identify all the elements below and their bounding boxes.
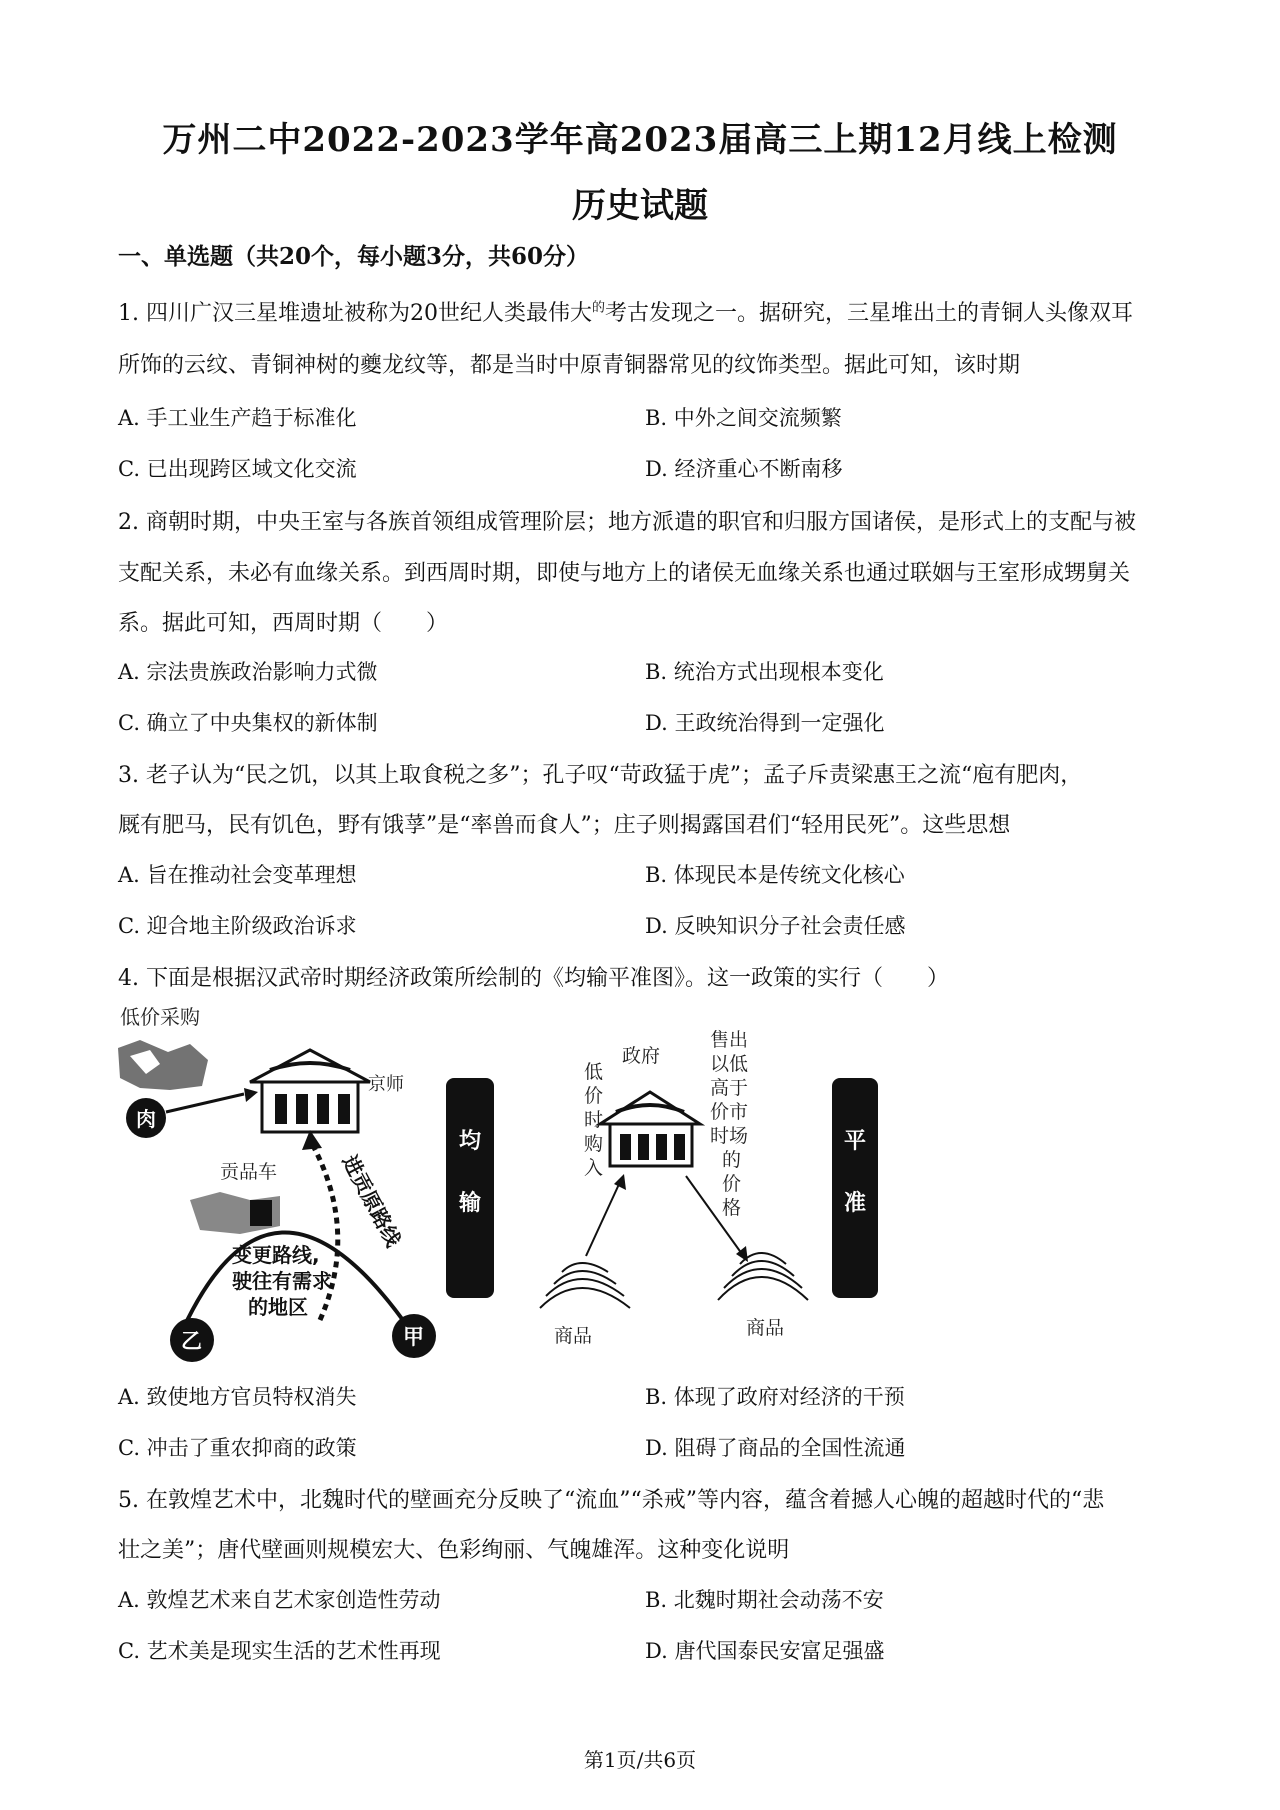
- tribute-cart-label: 贡品车: [220, 1161, 278, 1183]
- q2-option-d[interactable]: D. 王政统治得到一定强化: [645, 711, 885, 735]
- svg-text:输: 输: [459, 1191, 482, 1216]
- svg-text:售出: 售出: [710, 1029, 749, 1051]
- capital-building-icon: [250, 1050, 370, 1132]
- q4-option-d[interactable]: D. 阻碍了商品的全国性流通: [645, 1436, 906, 1460]
- q3-option-d[interactable]: D. 反映知识分子社会责任感: [645, 914, 906, 938]
- q2-stem-line3: 系。据此可知，西周时期（ ）: [118, 611, 449, 636]
- government-label: 政府: [622, 1045, 661, 1067]
- q5-option-d[interactable]: D. 唐代国泰民安富足强盛: [645, 1639, 885, 1663]
- change-route-label-1: 变更路线,: [232, 1243, 320, 1267]
- q3-stem-line2: 厩有肥马，民有饥色，野有饿莩”是“率兽而食人”；庄子则揭露国君们“轻用民死”。这些思想: [118, 813, 1011, 838]
- svg-text:入: 入: [584, 1157, 604, 1179]
- svg-text:格: 格: [722, 1197, 742, 1219]
- goods-label-left: 商品: [554, 1325, 593, 1347]
- q1-option-b[interactable]: B. 中外之间交流频繁: [645, 406, 842, 430]
- q5-stem-line2: 壮之美”；唐代壁画则规模宏大、色彩绚丽、气魄雄浑。这种变化说明: [118, 1538, 790, 1563]
- svg-text:甲: 甲: [403, 1325, 424, 1349]
- goods-pile-right: [718, 1253, 808, 1300]
- svg-text:准: 准: [844, 1191, 867, 1216]
- sell-high-label: [710, 1029, 748, 1219]
- q1-option-d[interactable]: D. 经济重心不断南移: [645, 457, 843, 481]
- q5-stem-line1: 5. 在敦煌艺术中，北魏时代的壁画充分反映了“流血”“杀戒”等内容，蕴含着撼人心魄的超越时代的“悲: [118, 1488, 1105, 1513]
- q4-option-c[interactable]: C. 冲击了重农抑商的政策: [118, 1436, 357, 1460]
- page-footer: 第1页/共6页: [583, 1748, 697, 1772]
- svg-text:以低: 以低: [710, 1053, 749, 1075]
- junshu-pingzhun-diagram: [110, 1000, 900, 1370]
- svg-text:的: 的: [722, 1149, 742, 1171]
- q5-option-a[interactable]: A. 敦煌艺术来自艺术家创造性劳动: [118, 1588, 441, 1612]
- pingzhun-bar: [832, 1078, 878, 1298]
- tribute-cart-image: [190, 1192, 280, 1234]
- svg-text:时场: 时场: [710, 1125, 749, 1147]
- q2-option-b[interactable]: B. 统治方式出现根本变化: [645, 660, 884, 684]
- goods-label-right: 商品: [746, 1317, 785, 1339]
- svg-text:时: 时: [584, 1109, 604, 1131]
- q2-option-c[interactable]: C. 确立了中央集权的新体制: [118, 711, 378, 735]
- q1-stem-line1: 1. 四川广汉三星堆遗址被称为20世纪人类最伟大$^的$考古发现之一。据研究，三星堆出土的青铜人头像双耳: [118, 300, 1134, 326]
- route-tribute-label: 进贡原路线: [337, 1151, 406, 1251]
- svg-text:购: 购: [584, 1133, 604, 1155]
- q1-option-a[interactable]: A. 手工业生产趋于标准化: [118, 406, 357, 430]
- q3-stem-line1: 3. 老子认为“民之饥，以其上取食税之多”；孔子叹“苛政猛于虎”；孟子斥责梁惠王之流“庖有肥肉，: [118, 763, 1083, 788]
- q1-option-c[interactable]: C. 已出现跨区域文化交流: [118, 457, 357, 481]
- exam-title: 万州二中2022-2023学年高2023届高三上期12月线上检测: [162, 120, 1118, 160]
- low-price-buy-label: 低价采购: [120, 1005, 200, 1029]
- svg-text:价市: 价市: [710, 1101, 749, 1123]
- q3-option-c[interactable]: C. 迎合地主阶级政治诉求: [118, 914, 357, 938]
- q4-stem-line1: 4. 下面是根据汉武帝时期经济政策所绘制的《均输平准图》。这一政策的实行（ ）: [118, 966, 949, 991]
- q2-stem-line2: 支配关系，未必有血缘关系。到西周时期，即使与地方上的诸侯无血缘关系也通过联姻与王室形成甥舅关: [118, 561, 1131, 586]
- svg-text:高于: 高于: [710, 1077, 749, 1099]
- q1-stem-line2: 所饰的云纹、青铜神树的夔龙纹等，都是当时中原青铜器常见的纹饰类型。据此可知，该时期: [118, 353, 1021, 378]
- goods-pile-left: [540, 1263, 630, 1308]
- buy-low-label: [584, 1061, 603, 1179]
- svg-text:均: 均: [459, 1129, 482, 1154]
- q3-option-b[interactable]: B. 体现民本是传统文化核心: [645, 863, 905, 887]
- market-image: [118, 1040, 208, 1090]
- section-heading: 一、单选题（共20个，每小题3分，共60分）: [118, 243, 590, 270]
- change-route-label-3: 的地区: [248, 1295, 308, 1319]
- capital-label: 京师: [368, 1074, 404, 1095]
- government-building-icon: [600, 1092, 700, 1166]
- change-route-label-2: 驶往有需求: [232, 1269, 332, 1293]
- q5-option-c[interactable]: C. 艺术美是现实生活的艺术性再现: [118, 1639, 441, 1663]
- svg-text:低: 低: [584, 1061, 604, 1083]
- q4-option-a[interactable]: A. 致使地方官员特权消失: [118, 1385, 357, 1409]
- svg-text:平: 平: [844, 1129, 867, 1154]
- exam-subtitle: 历史试题: [572, 186, 708, 226]
- q3-option-a[interactable]: A. 旨在推动社会变革理想: [118, 863, 357, 887]
- svg-text:价: 价: [722, 1173, 742, 1195]
- q2-option-a[interactable]: A. 宗法贵族政治影响力式微: [118, 660, 378, 684]
- svg-text:肉: 肉: [136, 1107, 156, 1131]
- q2-stem-line1: 2. 商朝时期，中央王室与各族首领组成管理阶层；地方派遣的职官和归服方国诸侯，是形式上的支配与被: [118, 510, 1136, 535]
- svg-text:价: 价: [584, 1085, 604, 1107]
- q5-option-b[interactable]: B. 北魏时期社会动荡不安: [645, 1588, 884, 1612]
- junshu-bar: [446, 1078, 494, 1298]
- svg-text:乙: 乙: [181, 1329, 202, 1353]
- q4-option-b[interactable]: B. 体现了政府对经济的干预: [645, 1385, 905, 1409]
